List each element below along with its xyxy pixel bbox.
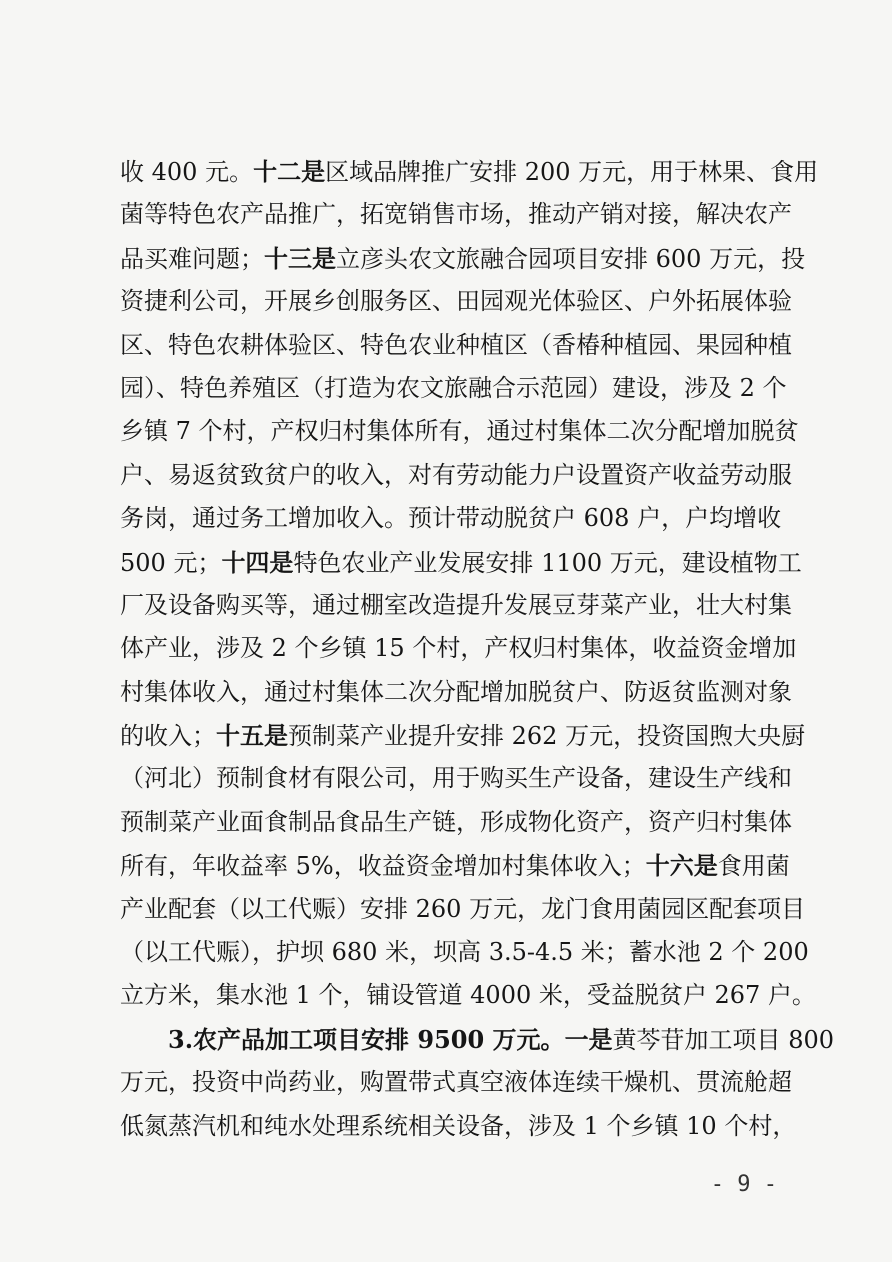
text-line [120, 150, 819, 193]
text-line [120, 454, 792, 497]
text-run: 村集体收入，通过村集体二次分配增加脱贫户、防返贫监测对象 [120, 677, 792, 706]
text-run: 园）、特色养殖区（打造为农文旅融合示范园）建设，涉及 2 个 [120, 373, 787, 402]
text-run: 立彦头农文旅融合园项目安排 600 万元，投 [336, 244, 806, 273]
text-line [120, 410, 799, 453]
text-line [120, 497, 782, 540]
text-run: 务岗，通过务工增加收入。预计带动脱贫户 608 户，户均增收 [120, 504, 782, 533]
text-run: 收 400 元。 [120, 158, 254, 186]
text-line [120, 844, 790, 887]
text-run: 资捷利公司，开展乡创服务区、田园观光体验区、户外拓展体验 [120, 287, 792, 316]
text-run: 立方米，集水池 1 个，铺设管道 4000 米，受益脱贫户 267 户。 [120, 981, 816, 1010]
text-run: 户、易返贫致贫户的收入，对有劳动能力户设置资产收益劳动服 [120, 460, 792, 489]
page-number: - 9 - [710, 1172, 777, 1197]
text-run: 菌等特色农产品推广，拓宽销售市场，推动产销对接，解决农产 [120, 200, 792, 229]
text-line [120, 888, 806, 931]
text-line [120, 974, 816, 1017]
bold-text-run: 十五是 [216, 721, 288, 751]
text-run: 区域品牌推广安排 200 万元，用于林果、食用 [325, 158, 819, 186]
text-line [120, 931, 809, 974]
bold-text-run: 3.农产品加工项目安排 9500 万元。 [168, 1024, 565, 1054]
text-line [120, 1105, 797, 1148]
text-run: 区、特色农耕体验区、特色农业种植区（香椿种植园、果园种植 [120, 330, 792, 359]
text-line [120, 671, 792, 714]
text-run: 所有，年收益率 5%，收益资金增加村集体收入； [120, 852, 646, 881]
text-run: 的收入； [120, 722, 216, 751]
text-run: 食用菌 [717, 852, 790, 881]
text-line [120, 757, 792, 800]
text-line [120, 1018, 834, 1061]
text-run: 黄芩苷加工项目 800 [612, 1025, 834, 1054]
bold-text-run: 十六是 [645, 851, 718, 881]
text-run: 产业配套（以工代赈）安排 260 万元，龙门食用菌园区配套项目 [120, 894, 806, 923]
bold-text-run: 十四是 [221, 547, 294, 577]
text-line [120, 367, 787, 410]
text-line [120, 541, 802, 584]
text-run: 厂及设备购买等，通过棚室改造提升发展豆芽菜产业，壮大村集 [120, 590, 792, 619]
text-run: （河北）预制食材有限公司，用于购买生产设备，建设生产线和 [120, 764, 792, 793]
text-line [120, 714, 806, 757]
text-line [120, 801, 792, 844]
text-run: 预制菜产业提升安排 262 万元，投资国煦大央厨 [288, 722, 806, 751]
text-line [120, 193, 792, 236]
bold-text-run: 十三是 [264, 243, 336, 273]
text-line [120, 1061, 792, 1104]
text-run: 低氮蒸汽机和纯水处理系统相关设备，涉及 1 个乡镇 10 个村， [120, 1111, 797, 1140]
text-run: 预制菜产业面食制品食品生产链，形成物化资产，资产归村集体 [120, 807, 792, 836]
text-line [120, 280, 792, 323]
bold-text-run: 一是 [564, 1024, 613, 1054]
text-run: 特色农业产业发展安排 1100 万元，建设植物工 [293, 548, 802, 577]
text-line [120, 584, 792, 627]
text-line [120, 627, 797, 670]
body-text [120, 150, 834, 1148]
text-run: 万元，投资中尚药业，购置带式真空液体连续干燥机、贯流舱超 [120, 1068, 792, 1097]
text-run: 500 元； [120, 548, 222, 577]
text-line [120, 237, 806, 280]
text-run: 乡镇 7 个村，产权归村集体所有，通过村集体二次分配增加脱贫 [120, 417, 799, 446]
bold-text-run: 十二是 [253, 157, 326, 186]
text-run: （以工代赈），护坝 680 米，坝高 3.5-4.5 米；蓄水池 2 个 200 [120, 938, 809, 967]
text-run: 体产业，涉及 2 个乡镇 15 个村，产权归村集体，收益资金增加 [120, 634, 797, 663]
text-line [120, 324, 792, 367]
text-run: 品买难问题； [120, 244, 264, 273]
